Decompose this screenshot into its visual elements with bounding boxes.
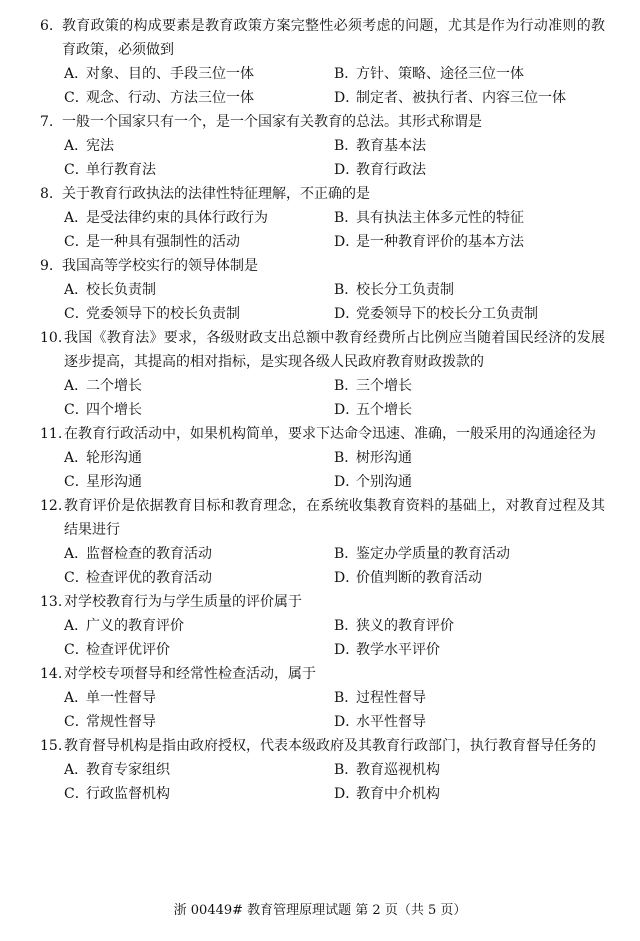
answer-options	[40, 758, 605, 806]
option-a	[64, 758, 334, 782]
option-text: 鉴定办学质量的教育活动	[356, 546, 510, 562]
question-15	[40, 734, 605, 806]
question-number: 15.	[40, 738, 63, 754]
option-d	[334, 158, 604, 182]
question-stem	[40, 662, 605, 686]
option-letter: A．	[64, 210, 89, 226]
option-letter: B．	[334, 450, 359, 466]
option-letter: D．	[334, 234, 360, 250]
option-a	[64, 278, 334, 302]
option-letter: D．	[334, 474, 360, 490]
question-list	[40, 14, 605, 806]
question-number: 13.	[40, 594, 63, 610]
question-text: 关于教育行政执法的法律性特征理解，不正确的是	[62, 186, 370, 202]
option-letter: C．	[64, 642, 89, 658]
question-7	[40, 110, 605, 182]
option-text: 价值判断的教育活动	[356, 570, 482, 586]
option-text: 是一种教育评价的基本方法	[356, 234, 524, 250]
option-letter: D．	[334, 306, 360, 322]
option-letter: B．	[334, 618, 359, 634]
option-text: 宪法	[86, 138, 114, 154]
option-text: 教育基本法	[356, 138, 426, 154]
option-text: 党委领导下的校长分工负责制	[356, 306, 538, 322]
option-letter: C．	[64, 402, 89, 418]
answer-options	[40, 542, 605, 590]
question-13	[40, 590, 605, 662]
option-letter: B．	[334, 282, 359, 298]
option-letter: B．	[334, 138, 359, 154]
question-number: 11.	[40, 426, 63, 442]
option-text: 对象、目的、手段三位一体	[86, 66, 254, 82]
option-letter: B．	[334, 762, 359, 778]
option-letter: C．	[64, 714, 89, 730]
option-letter: D．	[334, 786, 360, 802]
option-letter: C．	[64, 474, 89, 490]
option-a	[64, 542, 334, 566]
option-text: 具有执法主体多元性的特征	[356, 210, 524, 226]
question-text: 一般一个国家只有一个，是一个国家有关教育的总法。其形式称谓是	[62, 114, 482, 130]
option-letter: A．	[64, 282, 89, 298]
option-letter: C．	[64, 786, 89, 802]
option-text: 教育行政法	[356, 162, 426, 178]
option-d	[334, 710, 604, 734]
option-d	[334, 782, 604, 806]
option-a	[64, 446, 334, 470]
answer-options	[40, 206, 605, 254]
question-9	[40, 254, 605, 326]
question-10	[40, 326, 605, 422]
option-text: 二个增长	[86, 378, 142, 394]
question-11	[40, 422, 605, 494]
question-number: 12.	[40, 498, 63, 514]
option-text: 检查评优的教育活动	[86, 570, 212, 586]
option-text: 行政监督机构	[86, 786, 170, 802]
option-letter: D．	[334, 714, 360, 730]
question-stem	[40, 182, 605, 206]
option-text: 方针、策略、途径三位一体	[356, 66, 524, 82]
question-stem	[40, 494, 605, 542]
question-stem	[40, 590, 605, 614]
option-b	[334, 758, 604, 782]
option-letter: C．	[64, 306, 89, 322]
option-b	[334, 134, 604, 158]
option-text: 教育专家组织	[86, 762, 170, 778]
option-b	[334, 62, 604, 86]
option-text: 单行教育法	[86, 162, 156, 178]
question-text: 教育政策的构成要素是教育政策方案完整性必须考虑的问题，尤其是作为行动准则的教育政策，必须做到	[62, 18, 605, 58]
option-text: 制定者、被执行者、内容三位一体	[356, 90, 566, 106]
answer-options	[40, 614, 605, 662]
question-text: 对学校教育行为与学生质量的评价属于	[64, 594, 302, 610]
option-b	[334, 206, 604, 230]
option-text: 党委领导下的校长负责制	[86, 306, 240, 322]
answer-options	[40, 686, 605, 734]
option-a	[64, 614, 334, 638]
answer-options	[40, 62, 605, 110]
option-letter: A．	[64, 690, 89, 706]
option-c	[64, 86, 334, 110]
option-letter: A．	[64, 762, 89, 778]
option-c	[64, 782, 334, 806]
question-text: 在教育行政活动中，如果机构简单，要求下达命令迅速、准确，一般采用的沟通途径为	[64, 426, 596, 442]
question-stem	[40, 422, 605, 446]
option-d	[334, 566, 604, 590]
option-text: 狭义的教育评价	[356, 618, 454, 634]
option-d	[334, 398, 604, 422]
option-letter: A．	[64, 378, 89, 394]
question-12	[40, 494, 605, 590]
question-text: 对学校专项督导和经常性检查活动，属于	[64, 666, 316, 682]
answer-options	[40, 374, 605, 422]
question-number: 7.	[40, 114, 54, 130]
option-letter: D．	[334, 642, 360, 658]
option-letter: A．	[64, 66, 89, 82]
option-letter: C．	[64, 162, 89, 178]
option-b	[334, 374, 604, 398]
option-a	[64, 686, 334, 710]
option-text: 四个增长	[86, 402, 142, 418]
option-text: 教育中介机构	[356, 786, 440, 802]
question-text: 我国高等学校实行的领导体制是	[62, 258, 258, 274]
question-number: 9.	[40, 258, 54, 274]
option-letter: B．	[334, 690, 359, 706]
option-letter: C．	[64, 90, 89, 106]
option-letter: B．	[334, 546, 359, 562]
answer-options	[40, 446, 605, 494]
option-letter: A．	[64, 618, 89, 634]
option-letter: D．	[334, 90, 360, 106]
option-letter: C．	[64, 570, 89, 586]
option-c	[64, 398, 334, 422]
question-stem	[40, 254, 605, 278]
option-b	[334, 686, 604, 710]
option-letter: A．	[64, 138, 89, 154]
option-a	[64, 206, 334, 230]
option-letter: B．	[334, 378, 359, 394]
option-text: 观念、行动、方法三位一体	[86, 90, 254, 106]
option-text: 水平性督导	[356, 714, 426, 730]
option-text: 五个增长	[356, 402, 412, 418]
option-text: 是受法律约束的具体行政行为	[86, 210, 268, 226]
option-c	[64, 230, 334, 254]
option-letter: D．	[334, 402, 360, 418]
option-d	[334, 86, 604, 110]
answer-options	[40, 278, 605, 326]
question-number: 6.	[40, 18, 54, 34]
option-d	[334, 302, 604, 326]
option-text: 校长负责制	[86, 282, 156, 298]
option-text: 星形沟通	[86, 474, 142, 490]
question-stem	[40, 326, 605, 374]
answer-options	[40, 134, 605, 182]
option-letter: B．	[334, 66, 359, 82]
option-text: 校长分工负责制	[356, 282, 454, 298]
option-c	[64, 470, 334, 494]
option-text: 轮形沟通	[86, 450, 142, 466]
question-number: 14.	[40, 666, 63, 682]
option-letter: B．	[334, 210, 359, 226]
option-text: 教学水平评价	[356, 642, 440, 658]
option-c	[64, 638, 334, 662]
option-c	[64, 566, 334, 590]
question-text: 教育评价是依据教育目标和教育理念，在系统收集教育资料的基础上，对教育过程及其结果进行	[64, 498, 605, 538]
option-text: 常规性督导	[86, 714, 156, 730]
option-a	[64, 62, 334, 86]
option-text: 广义的教育评价	[86, 618, 184, 634]
question-text: 教育督导机构是指由政府授权，代表本级政府及其教育行政部门，执行教育督导任务的	[64, 738, 596, 754]
option-text: 检查评优评价	[86, 642, 170, 658]
option-letter: C．	[64, 234, 89, 250]
option-b	[334, 542, 604, 566]
option-d	[334, 230, 604, 254]
option-c	[64, 158, 334, 182]
question-6	[40, 14, 605, 110]
question-text: 我国《教育法》要求，各级财政支出总额中教育经费所占比例应当随着国民经济的发展逐步提高，其提高的相对指标，是实现各级人民政府教育财政拨款的	[64, 330, 605, 370]
page-footer: 浙 00449# 教育管理原理试题 第 2 页（共 5 页）	[173, 903, 467, 918]
option-text: 三个增长	[356, 378, 412, 394]
question-stem	[40, 110, 605, 134]
option-b	[334, 278, 604, 302]
question-8	[40, 182, 605, 254]
option-d	[334, 470, 604, 494]
option-text: 过程性督导	[356, 690, 426, 706]
option-text: 树形沟通	[356, 450, 412, 466]
option-a	[64, 134, 334, 158]
option-text: 单一性督导	[86, 690, 156, 706]
option-letter: D．	[334, 162, 360, 178]
option-b	[334, 446, 604, 470]
option-b	[334, 614, 604, 638]
option-a	[64, 374, 334, 398]
question-stem	[40, 734, 605, 758]
option-text: 是一种具有强制性的活动	[86, 234, 240, 250]
option-letter: D．	[334, 570, 360, 586]
option-c	[64, 302, 334, 326]
question-number: 8.	[40, 186, 54, 202]
option-letter: A．	[64, 546, 89, 562]
option-c	[64, 710, 334, 734]
option-text: 教育巡视机构	[356, 762, 440, 778]
question-stem	[40, 14, 605, 62]
option-letter: A．	[64, 450, 89, 466]
option-text: 监督检查的教育活动	[86, 546, 212, 562]
question-14	[40, 662, 605, 734]
question-number: 10.	[40, 330, 63, 346]
option-text: 个别沟通	[356, 474, 412, 490]
option-d	[334, 638, 604, 662]
